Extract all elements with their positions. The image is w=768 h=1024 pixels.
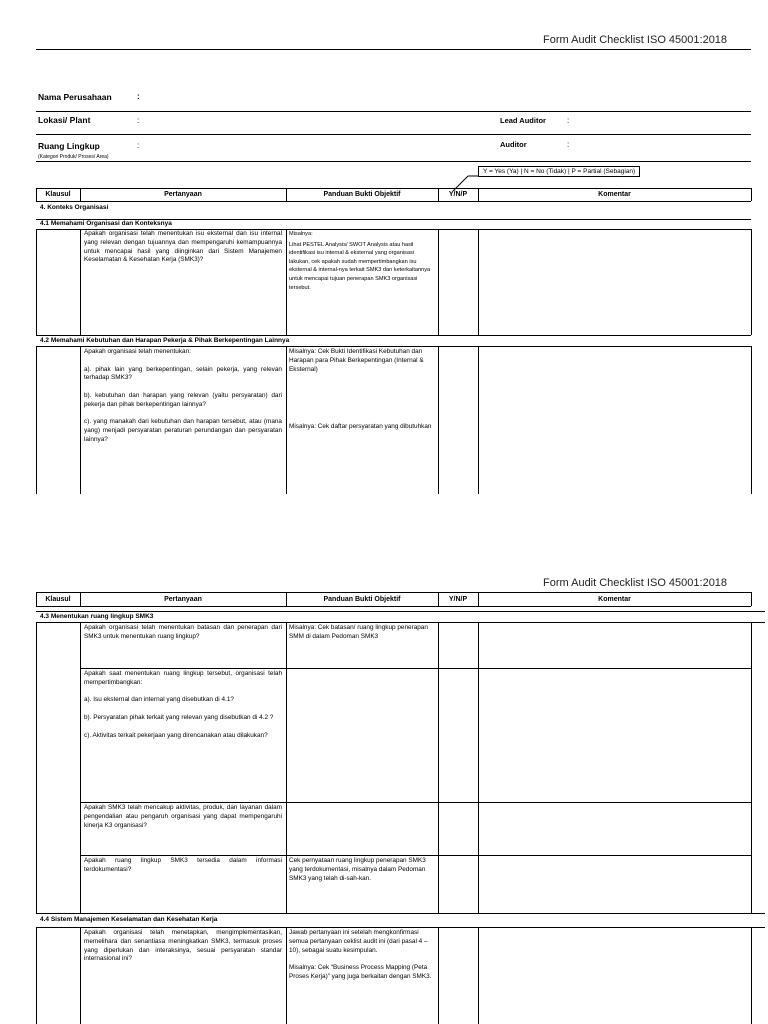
nama-colon: : — [137, 92, 140, 101]
col-rule — [80, 346, 81, 494]
table-rule — [36, 188, 751, 189]
guidance-cell: Misalnya: Cek daftar persyaratan yang dibutuhkan — [289, 423, 432, 430]
header-rule — [36, 161, 751, 162]
guidance-cell — [289, 929, 435, 982]
table-rule — [36, 611, 765, 612]
col-rule — [438, 346, 439, 494]
question-text: Apakah organisasi telah menentukan: — [84, 348, 191, 355]
col-rule — [438, 927, 439, 1024]
col-rule — [80, 229, 81, 335]
section-title: 4. Konteks Organisasi — [40, 204, 109, 211]
col-header-pertanyaan: Pertanyaan — [164, 191, 202, 198]
guidance-text: Jawab pertanyaan ini setelah mengkonfirmasi semua pertanyaan ceklist audit ini (dari pasal 4 – 10), sebagai suatu kesimpulan. — [289, 929, 428, 954]
table-rule — [36, 606, 751, 607]
col-rule — [751, 592, 752, 606]
col-header-ynp: Y/N/P — [448, 191, 468, 198]
table-rule — [36, 927, 765, 928]
col-rule — [751, 229, 752, 335]
question-cell — [84, 670, 282, 749]
col-rule — [478, 346, 479, 494]
question-cell: Apakah organisasi telah menentukan isu eksternal dan isu internal yang relevan dengan tujuannya dan mempengaruhi kemampuannya untuk mencapai hasil yang diinginkan dari Sistem Manajemen Keselamatan & Kesehatan Kerja (SMK3)? — [84, 230, 282, 264]
auditor-colon: : — [567, 140, 570, 149]
col-rule — [36, 622, 37, 913]
col-header-panduan: Panduan Bukti Objektif — [323, 596, 401, 603]
col-header-ynp: Y/N/P — [448, 596, 468, 603]
table-rule — [36, 592, 751, 593]
form-title: Form Audit Checklist ISO 45001:2018 — [543, 34, 728, 46]
guidance-text: Misalnya: Cek “Business Process Mapping (Peta Proses Kerja)” yang juga berkaitan dengan SMK3. — [289, 964, 432, 980]
col-rule — [751, 622, 752, 913]
col-rule — [286, 229, 287, 335]
col-header-komentar: Komentar — [598, 596, 631, 603]
section-title: 4.2 Memahami Kebutuhan dan Harapan Pekerja & Pihak Berkepentingan Lainnya — [40, 337, 290, 344]
col-header-pertanyaan: Pertanyaan — [164, 596, 202, 603]
col-rule — [36, 346, 37, 494]
title-rule — [36, 49, 751, 50]
question-cell: Apakah organisasi telah menetapkan, mengimplementasikan, memelihara dan senantiasa meningkatkan SMK3, termasuk proses yang diperlukan dan interaksinya, sesuai persyaratan standar internasional ini? — [84, 929, 282, 963]
guidance-cell: Misalnya: Cek Bukti Identifikasi Kebutuhan dan Harapan para Pihak Berkepentingan (Internal & Eksternal) — [289, 348, 424, 373]
table-rule — [80, 855, 751, 856]
col-rule — [80, 927, 81, 1024]
col-rule — [286, 927, 287, 1024]
col-rule — [751, 188, 752, 201]
col-header-klausul: Klausul — [45, 596, 71, 603]
table-rule — [36, 346, 751, 347]
question-cell: Apakah organisasi telah menentukan batasan dan penerapan dari SMK3 untuk menentukan ruang lingkup? — [84, 624, 282, 640]
ruang-lingkup-label: Ruang Lingkup — [38, 141, 100, 151]
table-rule — [36, 622, 765, 623]
col-header-klausul: Klausul — [45, 191, 71, 198]
table-rule — [80, 668, 751, 669]
col-rule — [286, 346, 287, 494]
question-text: b). Persyaratan pihak terkait yang relevan yang disebutkan di 4.2 ? — [84, 713, 274, 721]
nama-perusahaan-label: Nama Perusahaan — [38, 92, 112, 102]
section-title: 4.4 Sistem Manajemen Keselamatan dan Kesehatan Kerja — [40, 916, 218, 923]
ruang-colon: : — [137, 141, 140, 150]
question-text: Apakah saat menentukan ruang lingkup tersebut, organisasi telah mempertimbangkan: — [84, 670, 282, 686]
auditor-label: Auditor — [500, 140, 527, 149]
section-title: 4.3 Menentukan ruang lingkup SMK3 — [40, 613, 154, 620]
col-rule — [478, 927, 479, 1024]
table-rule — [80, 802, 751, 803]
col-header-komentar: Komentar — [598, 191, 631, 198]
col-rule — [751, 927, 752, 1024]
col-rule — [751, 346, 752, 494]
col-rule — [438, 622, 439, 913]
col-rule — [286, 622, 287, 913]
guidance-cell — [289, 230, 435, 292]
question-text: b). kebutuhan dan harapan yang relevan (yaitu persyaratan) dari pekerja dan pihak berkepentingan lainnya? — [84, 391, 282, 408]
table-rule — [36, 201, 751, 202]
ruang-lingkup-sub: (Kategori Produk/ Proses/ Area) — [38, 154, 109, 160]
col-rule — [478, 622, 479, 913]
lokasi-colon: : — [137, 116, 140, 125]
lokasi-label: Lokasi/ Plant — [38, 115, 91, 125]
header-rule — [36, 134, 751, 135]
question-cell: Apakah ruang lingkup SMK3 tersedia dalam informasi terdokumentasi? — [84, 857, 282, 873]
col-rule — [438, 229, 439, 335]
header-rule — [36, 111, 751, 112]
table-rule — [36, 335, 751, 336]
col-rule — [36, 927, 37, 1024]
question-text: a). Isu eksternal dan internal yang disebutkan di 4.1? — [84, 696, 234, 704]
col-header-panduan: Panduan Bukti Objektif — [323, 191, 401, 198]
question-text: c). yang manakah dari kebutuhan dan harapan tersebut, atau (mana yang) menjadi persyaratan peraturan perundangan dan persyaratan lainnya? — [84, 418, 282, 443]
col-rule — [478, 229, 479, 335]
col-rule — [36, 229, 37, 335]
question-text: a). pihak lain yang berkepentingan, selain pekerja, yang relevan terhadap SMK3? — [84, 365, 282, 382]
question-cell: Apakah SMK3 telah mencakup aktivitas, produk, dan layanan dalam pengendalian atau pengaruh organisasi yang dapat mempengaruhi kinerja K3 organisasi? — [84, 804, 282, 829]
lead-auditor-colon: : — [567, 116, 570, 125]
table-rule — [36, 913, 765, 914]
section-title: 4.1 Memahami Organisasi dan Konteksnya — [40, 220, 172, 227]
guidance-cell: Cek pernyataan ruang lingkup penerapan SMK3 yang terdokumentasi, misalnya dalam Pedoman SMK3 yang telah di-sah-kan. — [289, 857, 426, 882]
question-text: c). Aktivitas terkait pekerjaan yang direncanakan atau dilakukan? — [84, 731, 268, 739]
guidance-text: Lihat PESTEL Analysis/ SWOT Analysis atau hasil identifikasi isu internal & eksternal yang organisasi lakukan, cek apakah sudah mempertimbangkan isu eksternal & internal-nya terkait SMK3 dan keterkaitannya untuk mencapai tujuan penerapan SMK3 organisasi tersebut. — [289, 241, 431, 291]
question-cell — [84, 348, 282, 454]
col-rule — [80, 622, 81, 913]
form-title: Form Audit Checklist ISO 45001:2018 — [543, 577, 728, 589]
guidance-cell: Misalnya: Cek batasan/ ruang lingkup penerapan SMM di dalam Pedoman SMK3 — [289, 624, 428, 640]
guidance-text: Misalnya: — [289, 231, 313, 237]
ynp-legend: Y = Yes (Ya) | N = No (Tidak) | P = Partial (Sebagian) — [478, 166, 640, 177]
lead-auditor-label: Lead Auditor — [500, 116, 546, 125]
